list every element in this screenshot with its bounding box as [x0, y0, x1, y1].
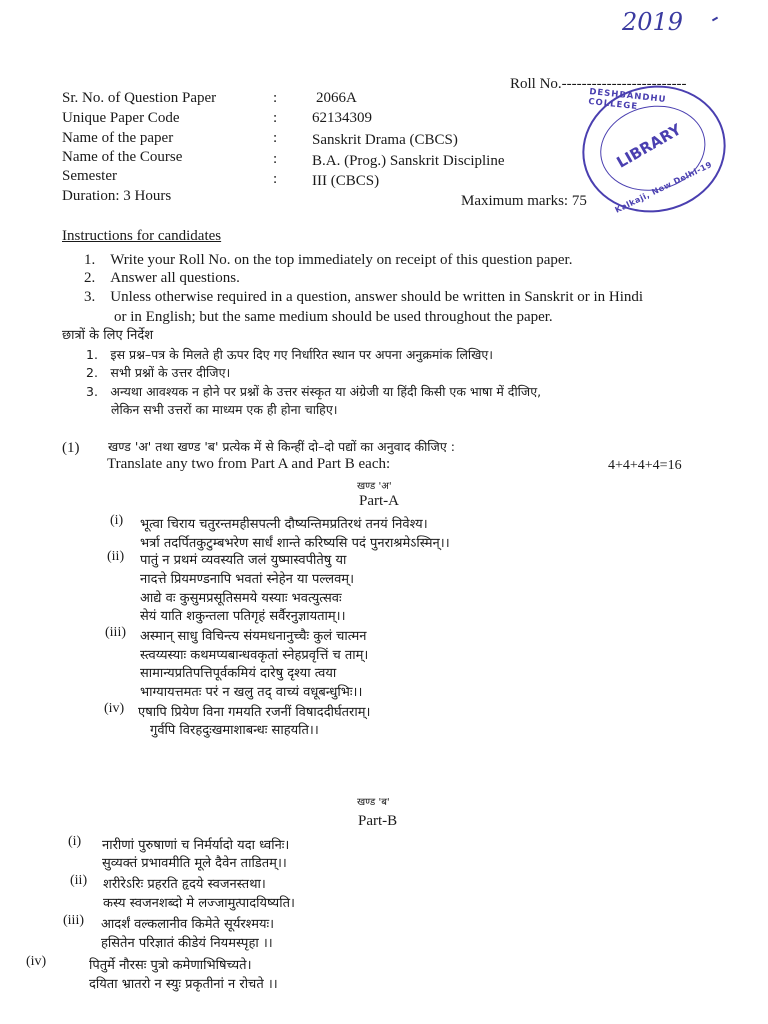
verse-line: आदर्शं वल्कलानीव किमेते सूर्यरश्मयः। [101, 917, 275, 932]
instruction-hi: लेकिन सभी उत्तरों का माध्यम एक ही होना चाहिए। [86, 402, 338, 417]
part-a-heading: Part-A [359, 493, 399, 509]
max-marks: Maximum marks: 75 [461, 193, 587, 209]
instruction-en: 1. Write your Roll No. on the top immediately on receipt of this question paper. [84, 252, 573, 268]
verse-line: सामान्यप्रतिपत्तिपूर्वकमियं दारेषु दृश्या त्वया [140, 666, 337, 681]
verse-line: स्त्वय्यस्याः कथमप्यबान्धवकृतां स्नेहप्रवृत्तिं च ताम्। [140, 648, 369, 663]
verse-number: (ii) [70, 873, 88, 888]
verse-line: दयिता भ्रातरो न स्युः प्रकृतीनां न रोचते ।। [89, 977, 278, 992]
verse-number: (i) [110, 513, 124, 528]
question-marks: 4+4+4+4=16 [608, 458, 682, 473]
header-label: Name of the Course [62, 149, 183, 165]
header-label: Unique Paper Code [62, 110, 180, 126]
instructions-title: Instructions for candidates [62, 228, 222, 244]
verse-number: (iv) [104, 701, 125, 716]
instruction-hi: 3. अन्यथा आवश्यक न होने पर प्रश्नों के उत्तर संस्कृत या अंग्रेजी या हिंदी किसी एक भाषा में दीजिए, [86, 384, 542, 399]
header-colon: : [273, 90, 278, 106]
verse-line: नादत्ते प्रियमण्डनापि भवतां स्नेहेन या पल्लवम्। [140, 572, 355, 587]
header-colon: : [273, 130, 278, 146]
question-hindi: खण्ड 'अ' तथा खण्ड 'ब' प्रत्येक में से किन्हीं दो–दो पद्यों का अनुवाद कीजिए : [108, 439, 455, 454]
header-colon: : [273, 171, 278, 187]
header-label: Semester [62, 168, 117, 184]
library-stamp [570, 72, 737, 225]
header-value: B.A. (Prog.) Sanskrit Discipline [312, 153, 505, 169]
verse-line: एषापि प्रियेण विना गमयति रजनीं विषाददीर्घतराम्। [138, 705, 371, 720]
header-colon: : [273, 110, 278, 126]
header-value: Sanskrit Drama (CBCS) [312, 132, 458, 148]
header-colon: : [273, 151, 278, 167]
part-b-heading: Part-B [358, 813, 398, 829]
verse-line: कस्य स्वजनशब्दो मे लज्जामुत्पादयिष्यति। [103, 896, 295, 911]
verse-line: भाग्यायत्तमतः परं न खलु तद् वाच्यं वधूबन्धुभिः।। [140, 685, 363, 700]
verse-line: पातुं न प्रथमं व्यवस्यति जलं युष्मास्वपीतेषु या [140, 553, 347, 568]
question-number: (1) [62, 440, 80, 456]
verse-number: (iii) [63, 913, 84, 928]
roll-no: Roll No.------------------------- [510, 76, 687, 92]
duration: Duration: 3 Hours [62, 188, 172, 204]
verse-line: पितुर्मे नौरसः पुत्रो कमेणाभिषिच्यते। [89, 958, 252, 973]
part-a-hindi-heading: खण्ड 'अ' [357, 481, 392, 492]
verse-number: (iv) [26, 954, 47, 969]
verse-number: (i) [68, 834, 82, 849]
instruction-en: or in English; but the same medium should be used throughout the paper. [84, 309, 553, 325]
instruction-en: 2. Answer all questions. [84, 270, 240, 286]
header-label: Sr. No. of Question Paper [62, 90, 217, 106]
verse-line: शरीरेऽरिः प्रहरति हृदये स्वजनस्तथा। [103, 877, 266, 892]
instruction-hi: 2. सभी प्रश्नों के उत्तर दीजिए। [86, 365, 231, 380]
instructions-hindi-title: छात्रों के लिए निर्देश [62, 328, 154, 343]
verse-line: सुव्यक्तं प्रभावमीति मूले दैवेन ताडितम्।। [102, 856, 287, 871]
stamp-library-text: LIBRARY [613, 120, 685, 172]
verse-line: भर्त्रा तदर्पितकुटुम्बभरेण सार्धं शान्ते करिष्यसि पदं पुनराश्रमेऽस्मिन्।। [140, 536, 450, 551]
verse-number: (ii) [107, 549, 125, 564]
pen-mark [712, 17, 718, 22]
header-value: 2066A [316, 90, 357, 106]
verse-line: गुर्वपि विरहदुःखमाशाबन्धः साहयति।। [150, 723, 319, 738]
stamp-college-text: DESHBANDHU COLLEGE [587, 86, 667, 113]
verse-line: नारीणां पुरुषाणां च निर्मर्यादो यदा ध्वनिः। [102, 838, 290, 853]
handwritten-year: 2019 [622, 8, 684, 36]
verse-line: हसितेन परिज्ञातं कीडेयं नियमस्पृहा ।। [101, 936, 273, 951]
instruction-hi: 1. इस प्रश्न–पत्र के मिलते ही ऊपर दिए गए निर्धारित स्थान पर अपना अनुक्रमांक लिखिए। [86, 347, 494, 362]
verse-line: अस्मान् साधु विचिन्त्य संयमधनानुच्चैः कुलं चात्मन [140, 629, 367, 644]
header-value: 62134309 [312, 110, 372, 126]
question-english: Translate any two from Part A and Part B each: [107, 456, 391, 472]
verse-line: भूत्वा चिराय चतुरन्तमहीसपत्नी दौष्यन्तिमप्रतिरथं तनयं निवेश्य। [140, 517, 428, 532]
part-b-hindi-heading: खण्ड 'ब' [357, 797, 390, 808]
verse-line: आद्ये वः कुसुमप्रसूतिसमये यस्याः भवत्युत्सवः [140, 591, 342, 606]
verse-line: सेयं याति शकुन्तला पतिगृहं सर्वैरनुज्ञायताम्।। [140, 609, 346, 624]
stamp-address-text: Kalkaji, New Delhi-19 [613, 159, 714, 215]
header-label: Name of the paper [62, 130, 174, 146]
instruction-en: 3. Unless otherwise required in a question, answer should be written in Sanskrit or in Hindi [84, 289, 644, 305]
verse-number: (iii) [105, 625, 126, 640]
header-value: III (CBCS) [312, 173, 380, 189]
